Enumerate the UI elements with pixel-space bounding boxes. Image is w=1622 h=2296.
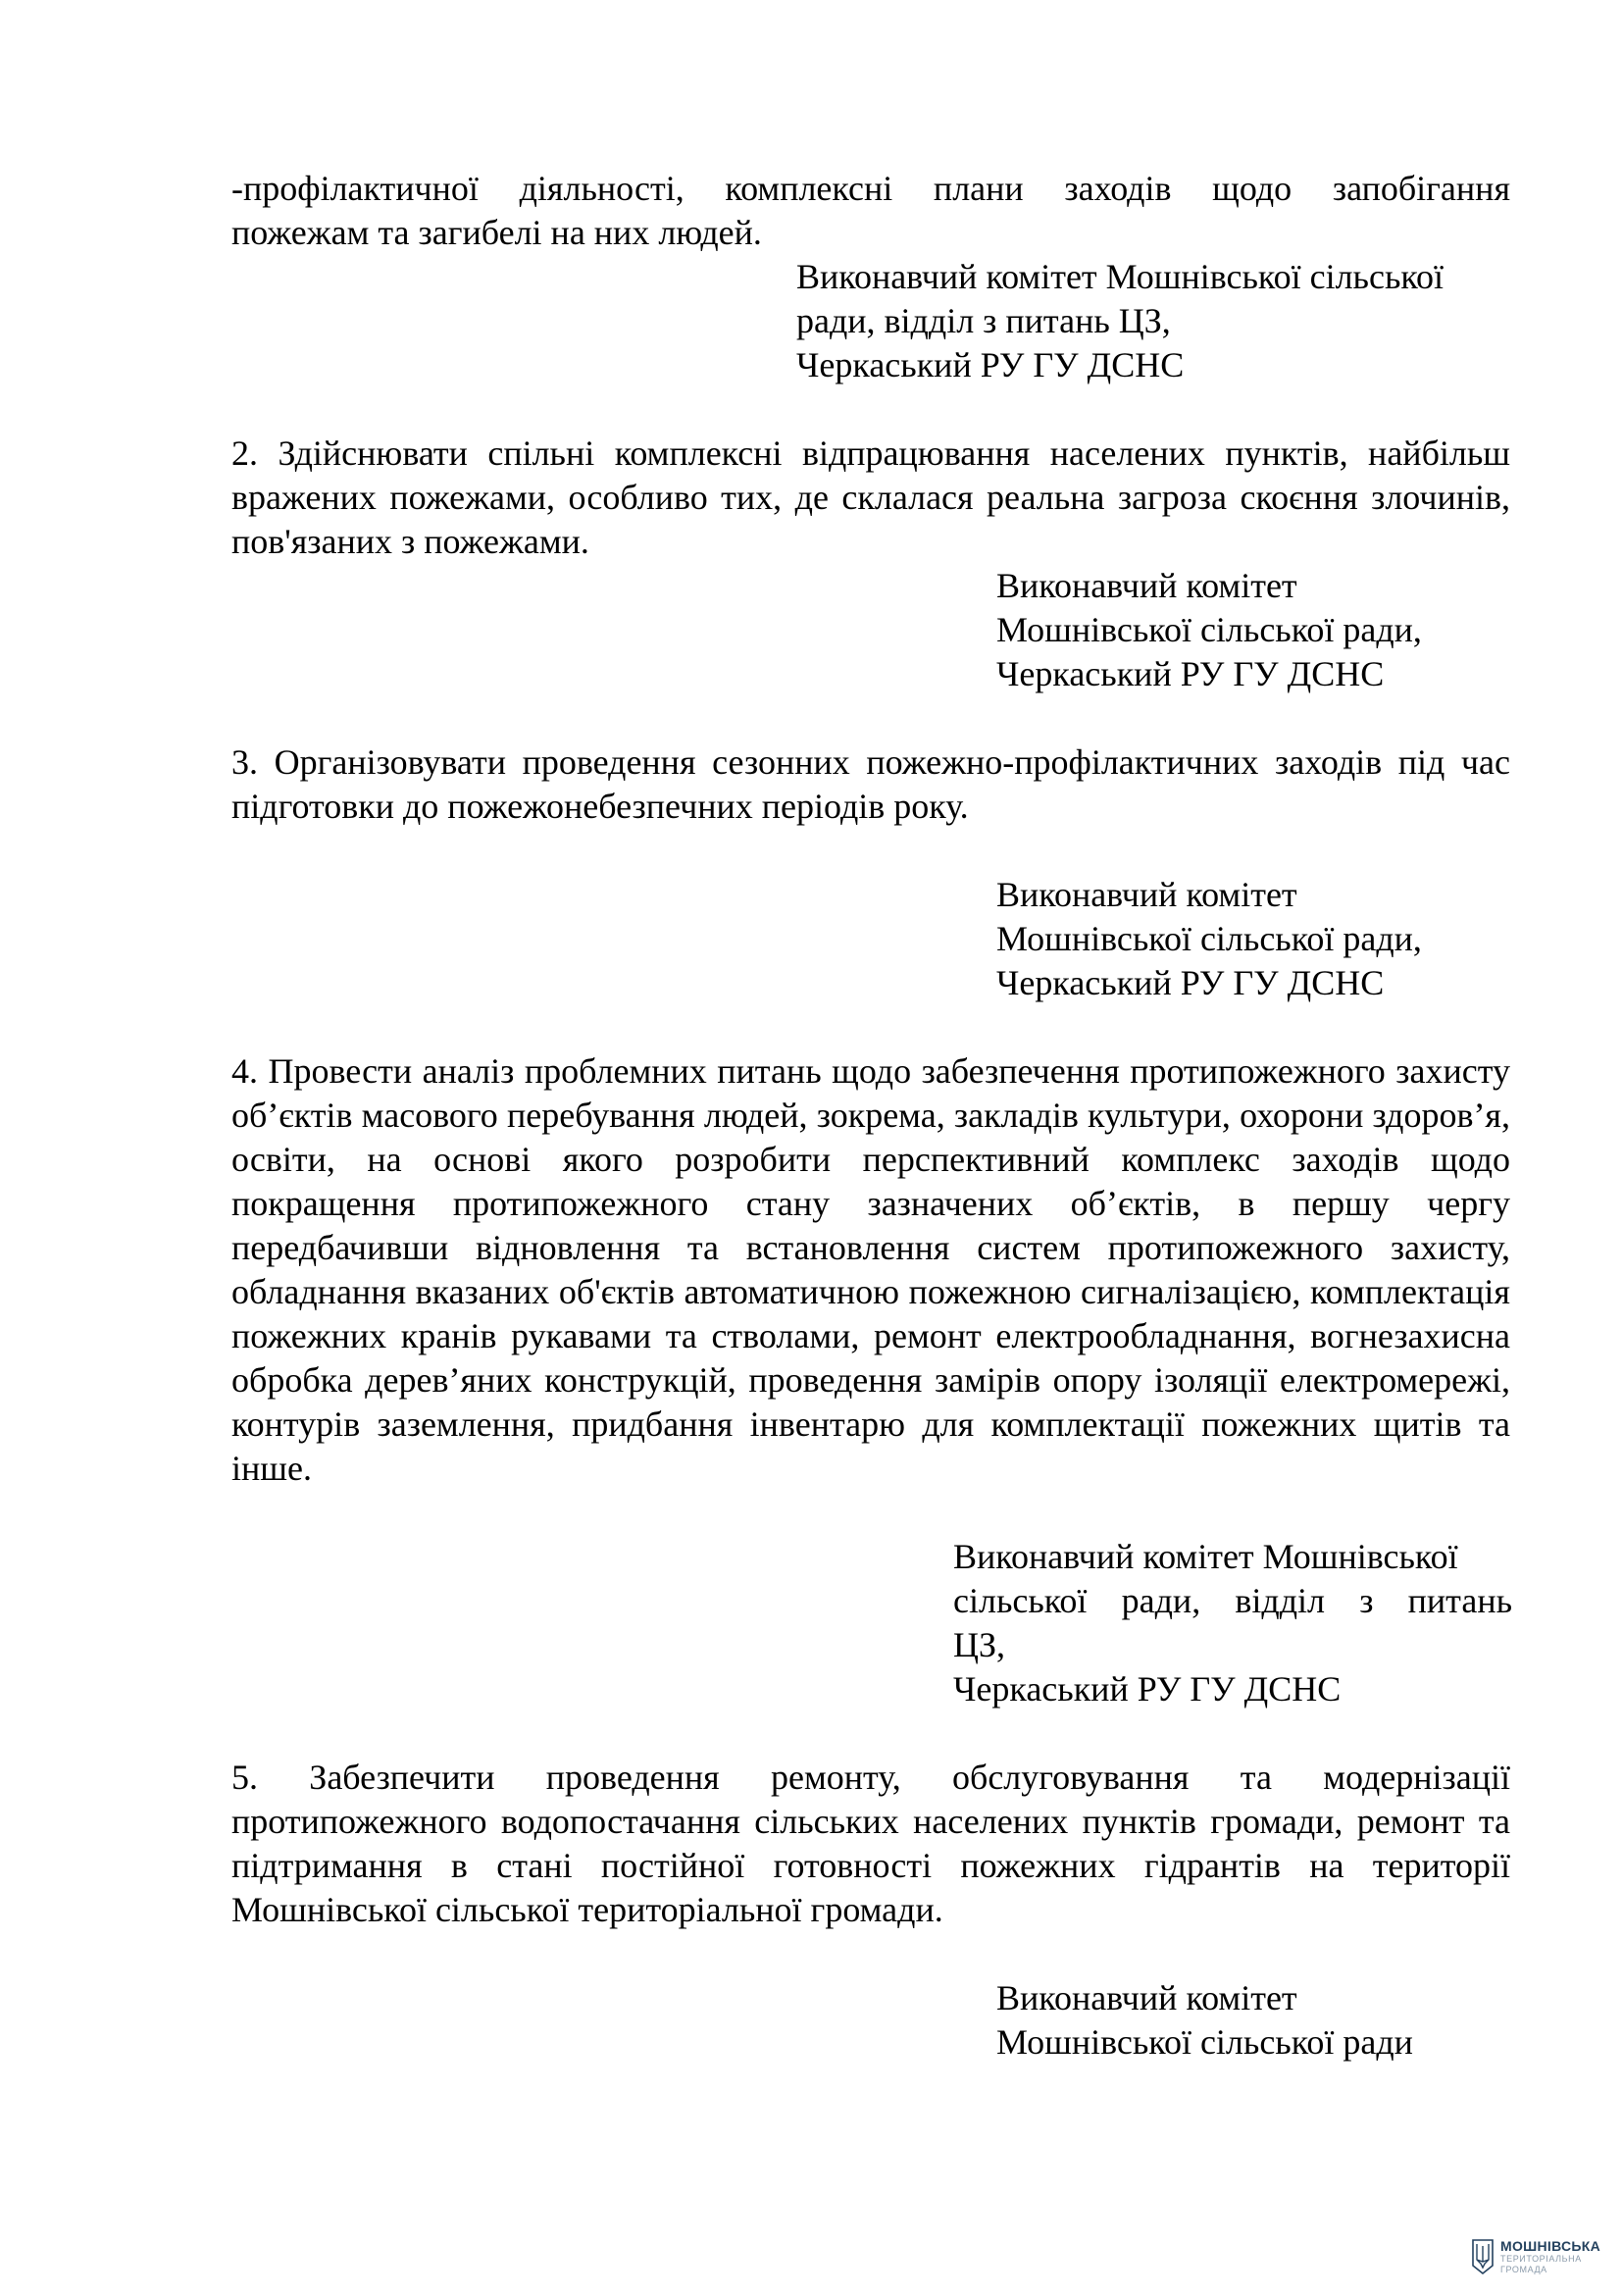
- paragraph-item-3: 3. Організовувати проведення сезонних пожежно-профілактичних заходів під час підготовки до пожежонебезпечних періодів року.: [231, 742, 1510, 826]
- responsible-line: Виконавчий комітет: [996, 875, 1297, 914]
- paragraph-item-5: 5. Забезпечити проведення ремонту, обслуговування та модернізації протипожежного водопостачання сільських населених пунктів громади, ремонт та підтримання в стані постійної готовності пожежних гідрантів на території Мошнівської сільської територіальної громади.: [231, 1758, 1510, 1929]
- responsible-line: сільської ради, відділ з питань: [953, 1581, 1512, 1620]
- responsible-line: Черкаський РУ ГУ ДСНС: [996, 654, 1385, 693]
- responsible-line: Черкаський РУ ГУ ДСНС: [953, 1669, 1342, 1709]
- logo-title: МОШНІВСЬКА: [1500, 2238, 1601, 2254]
- paragraph-item-2: 2. Здійснювати спільні комплексні відпрацювання населених пунктів, найбільш вражених пожежами, особливо тих, де склалася реальна загроза скоєння злочинів, пов'язаних з пожежами.: [231, 434, 1510, 561]
- logo-subtitle: ТЕРИТОРІАЛЬНА: [1500, 2254, 1582, 2264]
- paragraph-item-4: 4. Провести аналіз проблемних питань щодо забезпечення протипожежного захисту об’єктів масового перебування людей, зокрема, закладів культури, охорони здоров’я, освіти, на основі якого розробити перспективний комплекс заходів щодо покращення протипожежного стану зазначених об’єктів, в першу чергу передбачивши відновлення та встановлення систем протипожежного захисту, обладнання вказаних об'єктів автоматичною пожежною сигналізацією, комплектація пожежних кранів рукавами та стволами, ремонт електрообладнання, вогнезахисна обробка дерев’яних конструкцій, проведення замірів опору ізоляції електромережі, контурів заземлення, придбання інвентарю для комплектації пожежних щитів та інше.: [231, 1051, 1510, 1488]
- community-logo: [1471, 2234, 1608, 2279]
- paragraph-continuation: [231, 167, 1510, 255]
- logo-subtitle: ГРОМАДА: [1500, 2265, 1547, 2274]
- responsible-line: Виконавчий комітет: [996, 1978, 1297, 2017]
- paragraph-line: пожежам та загибелі на них людей.: [231, 213, 762, 252]
- responsible-line: Мошнівської сільської ради,: [996, 610, 1422, 649]
- responsible-block: [996, 873, 1422, 1005]
- logo-text: [1500, 2239, 1600, 2274]
- responsible-line: Мошнівської сільської ради: [996, 2022, 1413, 2062]
- responsible-line: Виконавчий комітет Мошнівської: [953, 1537, 1458, 1576]
- responsible-block: [796, 255, 1444, 387]
- responsible-line: Виконавчий комітет Мошнівської сільської: [796, 257, 1445, 296]
- responsible-line: Мошнівської сільської ради,: [996, 919, 1422, 958]
- responsible-block: [996, 1976, 1413, 2065]
- responsible-line: Виконавчий комітет: [996, 566, 1297, 605]
- responsible-line: ЦЗ,: [953, 1625, 1006, 1664]
- trident-icon: [1471, 2238, 1495, 2275]
- responsible-line: Черкаський РУ ГУ ДСНС: [996, 963, 1385, 1002]
- paragraph-line: -профілактичної діяльності, комплексні плани заходів щодо запобігання: [231, 169, 1510, 208]
- responsible-line: ради, відділ з питань ЦЗ,: [796, 301, 1171, 340]
- responsible-block: [953, 1535, 1512, 1711]
- responsible-block: [996, 564, 1422, 696]
- responsible-line: Черкаський РУ ГУ ДСНС: [796, 345, 1185, 384]
